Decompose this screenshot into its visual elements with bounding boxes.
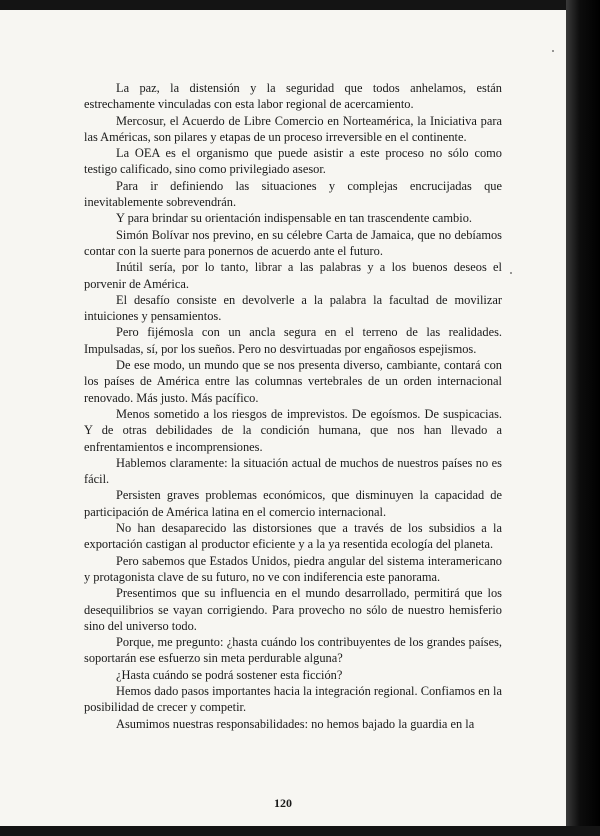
scan-top-shadow [0, 0, 600, 10]
paragraph: Menos sometido a los riesgos de imprevistos. De egoísmos. De suspicacias. Y de otras debilidades de la condición humana, que nos han llevado a enfrentamientos e incomprensiones. [84, 406, 502, 454]
paragraph: Inútil sería, por lo tanto, librar a las palabras y a los buenos deseos el porvenir de América. [84, 260, 502, 291]
paragraph: Porque, me pregunto: ¿hasta cuándo los contribuyentes de los grandes países, soportarán ese esfuerzo sin meta perdurable alguna? [84, 635, 502, 666]
paragraph: Y para brindar su orientación indispensable en tan trascendente cambio. [116, 211, 472, 226]
paragraph: Pero fijémosla con un ancla segura en el terreno de las realidades. Impulsadas, sí, por los sueños. Pero no desvirtuadas por engañosos espejismos. [84, 325, 502, 356]
scan-bottom-shadow [0, 826, 600, 836]
scan-right-edge-shadow [566, 0, 600, 836]
paragraph: Simón Bolívar nos previno, en su célebre Carta de Jamaica, que no debíamos contar con la suerte para ponernos de acuerdo ante el futuro. [84, 227, 502, 258]
paragraph: Mercosur, el Acuerdo de Libre Comercio en Norteamérica, la Iniciativa para las Américas, son pilares y etapas de un proceso irreversible en el continente. [84, 113, 502, 144]
page-number: 120 [274, 796, 292, 810]
paragraph: Asumimos nuestras responsabilidades: no hemos bajado la guardia en la [116, 716, 475, 731]
paragraph: Para ir definiendo las situaciones y complejas encrucijadas que inevitablemente sobrevendrán. [84, 178, 502, 210]
paragraph: La OEA es el organismo que puede asistir a este proceso no sólo como testigo calificado, sino como privilegiado asesor. [84, 146, 502, 177]
paragraph: La paz, la distensión y la seguridad que todos anhelamos, están estrechamente vinculadas con esta labor regional de acercamiento. [84, 81, 502, 112]
paragraph: Hemos dado pasos importantes hacia la integración regional. Confiamos en la posibilidad de crecer y competir. [84, 683, 502, 715]
paragraph: ¿Hasta cuándo se podrá sostener esta ficción? [116, 667, 343, 682]
paragraph: Presentimos que su influencia en el mundo desarrollado, permitirá que los desequilibrios se vayan corrigiendo. Para provecho no sólo de nuestro hemisferio sino del universo todo. [84, 586, 502, 633]
book-page [0, 10, 566, 826]
paragraph: Persisten graves problemas económicos, que disminuyen la capacidad de participación de América latina en el comercio internacional. [84, 488, 502, 519]
paragraph: De ese modo, un mundo que se nos presenta diverso, cambiante, contará con los países de América entre las columnas vertebrales de un orden internacional renovado. Más justo. Más pacífico. [84, 358, 502, 405]
paragraph: Hablemos claramente: la situación actual de muchos de nuestros países no es fácil. [84, 455, 502, 487]
paragraph: Pero sabemos que Estados Unidos, piedra angular del sistema interamericano y protagonista clave de su futuro, no ve con indiferencia este panorama. [84, 553, 502, 584]
paragraph: No han desaparecido las distorsiones que a través de los subsidios a la exportación castigan al productor eficiente y a la ya resentida ecología del planeta. [84, 521, 502, 552]
paragraph: El desafío consiste en devolverle a la palabra la facultad de movilizar intuiciones y pensamientos. [84, 292, 502, 324]
body-text [84, 80, 502, 732]
scan-speck [552, 50, 554, 52]
scan-speck [510, 272, 512, 274]
